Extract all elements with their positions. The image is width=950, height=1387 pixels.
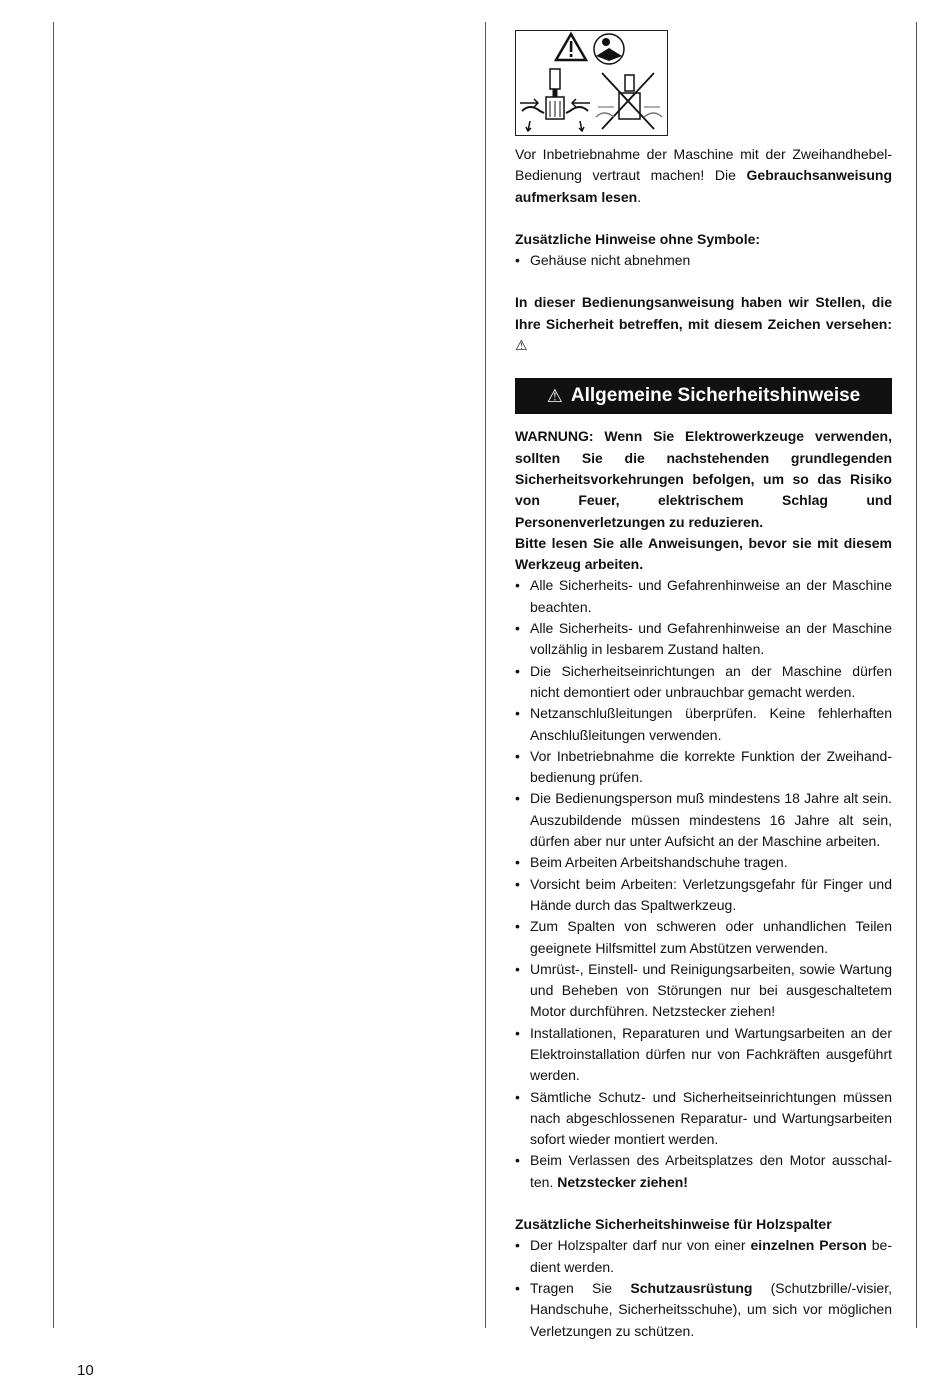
list-item: • Gehäuse nicht abnehmen bbox=[515, 250, 892, 271]
read-manual-icon bbox=[594, 34, 624, 64]
extra-heading: Zusätzliche Hinweise ohne Symbole: bbox=[515, 230, 761, 247]
warning-triangle-icon bbox=[556, 34, 586, 60]
list-item: • Beim Arbeiten Arbeitshandschuhe tragen. bbox=[515, 852, 892, 873]
two-hand-operation-icon bbox=[520, 69, 590, 131]
list-item: • Installationen, Reparaturen und Wartungsarbeiten an der Elektroinstallation dürfen nur von Fachkräften ausgeführt werden. bbox=[515, 1023, 892, 1087]
section-banner bbox=[515, 378, 892, 414]
list-item: • Beim Verlassen des Arbeitsplatzes den Motor ausschalten. Netzstecker ziehen! bbox=[515, 1150, 892, 1193]
one-hand-prohibited-icon bbox=[596, 73, 662, 129]
page-number: 10 bbox=[77, 1362, 94, 1379]
read-instructions-paragraph: Bitte lesen Sie alle Anweisungen, bevor sie mit diesem Werkzeug arbeiten. bbox=[515, 534, 892, 573]
list-item: • Vor Inbetriebnahme die korrekte Funktion der Zweihandbedienung prüfen. bbox=[515, 746, 892, 789]
list-item: • Alle Sicherheits- und Gefahrenhinweise an der Maschine beachten. bbox=[515, 575, 892, 618]
splitter-heading: Zusätzliche Sicherheitshinweise für Holzspalter bbox=[515, 1216, 832, 1233]
list-item: • Netzanschlußleitungen überprüfen. Keine fehlerhaften Anschlußleitungen verwenden. bbox=[515, 703, 892, 746]
list-item: • Tragen Sie Schutzausrüstung (Schutzbrille/-visier, Handschuhe, Sicherheitsschuhe), um sich vor möglichen Verletzungen zu schützen. bbox=[515, 1278, 892, 1342]
list-item: • Sämtliche Schutz- und Sicherheitseinrichtungen müssen nach abgeschlossenen Reparatur- und Wartungsarbeiten sofort wieder montiert werden. bbox=[515, 1087, 892, 1151]
list-item: • Die Sicherheitseinrichtungen an der Maschine dürfen nicht demontiert oder unbrauchbar gemacht werden. bbox=[515, 661, 892, 704]
warning-triangle-icon: ⚠ bbox=[546, 385, 563, 406]
safety-pictogram bbox=[515, 30, 668, 136]
list-item: • Der Holzspalter darf nur von einer einzelnen Person bedient werden. bbox=[515, 1235, 892, 1278]
left-column-rule bbox=[53, 22, 54, 1328]
warning-triangle-icon: ⚠ bbox=[515, 337, 528, 354]
general-safety-list bbox=[515, 575, 892, 1193]
list-item: • Vorsicht beim Arbeiten: Verletzungsgefahr für Finger und Hände durch das Spaltwerkzeug. bbox=[515, 874, 892, 917]
list-item: • Zum Spalten von schweren oder unhandlichen Teilen geeignete Hilfsmittel zum Abstützen verwenden. bbox=[515, 916, 892, 959]
right-column-rule bbox=[916, 22, 917, 1328]
intro-paragraph: Vor Inbetriebnahme der Maschine mit der Zweihandhebel-Bedienung vertraut machen! Die Gebrauchsanweisung aufmerksam lesen. bbox=[515, 146, 892, 205]
symbol-note: In dieser Bedienungsanweisung haben wir Stellen, die Ihre Sicherheit betreffen, mit diesem Zeichen versehen: ⚠ bbox=[515, 294, 892, 354]
extra-list bbox=[515, 250, 892, 271]
warning-paragraph: WARNUNG: Wenn Sie Elektrowerkzeuge verwenden, sollten Sie die nachstehenden grundlegenden Sicherheitsvorkehrungen befolgen, um so das Risiko von Feuer, elektrischem Schlag und Personenverletzungen zu reduzieren. bbox=[515, 428, 892, 530]
list-item: • Alle Sicherheits- und Gefahrenhinweise an der Maschine vollzählig in lesbarem Zustand halten. bbox=[515, 618, 892, 661]
section-title: Allgemeine Sicherheitshinweise bbox=[570, 385, 861, 407]
center-column-rule bbox=[485, 22, 486, 1328]
splitter-safety-list bbox=[515, 1235, 892, 1341]
right-column bbox=[515, 30, 892, 1342]
list-item: • Die Bedienungsperson muß mindestens 18 Jahre alt sein. Auszubildende müssen mindestens 16 Jahre alt sein, dürfen aber nur unter Aufsicht an der Maschine arbeiten. bbox=[515, 788, 892, 852]
list-item: • Umrüst-, Einstell- und Reinigungsarbeiten, sowie Wartung und Beheben von Störungen nur bei ausgeschaltetem Motor durchführen. Netzstecker ziehen! bbox=[515, 959, 892, 1023]
